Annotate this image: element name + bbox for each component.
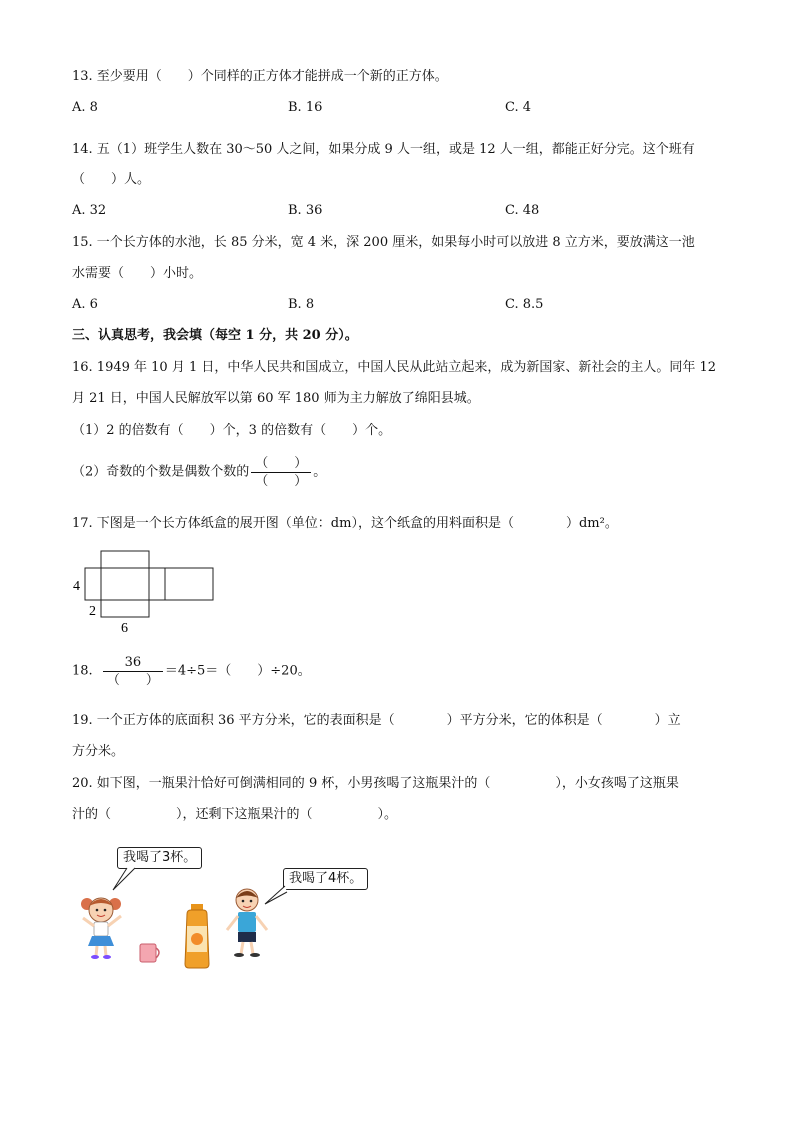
q20-line1: 20. 如下图，一瓶果汁恰好可倒满相同的 9 杯，小男孩喝了这瓶果汁的（ ），小女孩喝了这瓶果 [72, 776, 679, 791]
juice-bottle-icon [185, 904, 209, 968]
girl-figure [81, 898, 121, 959]
net-top-face [101, 551, 149, 568]
q18-line [72, 655, 311, 688]
q18-fraction-denominator: （ ） [106, 673, 159, 688]
q16-fraction-denominator: （ ） [255, 474, 308, 489]
q13-option-a: A. 8 [72, 100, 98, 115]
q14-option-a: A. 32 [72, 203, 107, 218]
q13-option-c: C. 4 [505, 100, 532, 115]
q14-line1: 14. 五（1）班学生人数在 30～50 人之间，如果分成 9 人一组，或是 12 人一组，都能正好分完。这个班有 [72, 142, 695, 157]
q13-option-b: B. 16 [288, 100, 323, 115]
q15-line1: 15. 一个长方体的水池，长 85 分米，宽 4 米，深 200 厘米，如果每小时可以放进 8 立方米，要放满这一池 [72, 235, 695, 250]
net-bottom-face [101, 600, 149, 617]
q16-sub2-prefix: （2）奇数的个数是偶数个数的 [72, 464, 250, 480]
q15-option-b: B. 8 [288, 297, 315, 312]
net-label-height: 4 [73, 579, 80, 594]
q20-illustration [75, 860, 375, 975]
q20-line2: 汁的（ ），还剩下这瓶果汁的（ ）。 [72, 807, 398, 822]
q15-line2: 水需要（ ）小时。 [72, 266, 203, 281]
fraction-bar [251, 472, 311, 473]
boy-figure [227, 889, 267, 957]
q16-line2: 月 21 日，中国人民解放军以第 60 军 180 师为主力解放了绵阳县城。 [72, 391, 480, 406]
net-label-width: 2 [89, 604, 96, 619]
q16-sub1: （1）2 的倍数有（ ）个，3 的倍数有（ ）个。 [72, 423, 392, 438]
q13-text: 13. 至少要用（ ）个同样的正方体才能拼成一个新的正方体。 [72, 69, 448, 84]
q15-option-a: A. 6 [72, 297, 98, 312]
q14-option-c: C. 48 [505, 203, 540, 218]
q16-fraction [251, 456, 311, 489]
net-label-length: 6 [121, 621, 128, 636]
q18-prefix: 18. [72, 663, 93, 679]
q16-sub2 [72, 456, 326, 489]
boy-bubble-tail [265, 886, 287, 904]
q14-option-b: B. 36 [288, 203, 323, 218]
cup-icon [140, 944, 159, 962]
q16-fraction-numerator: （ ） [255, 456, 308, 471]
box-net-figure [70, 548, 220, 638]
q18-fraction-numerator: 36 [124, 655, 142, 670]
q19-line1: 19. 一个正方体的底面积 36 平方分米，它的表面积是（ ）平方分米，它的体积是（ ）立 [72, 713, 681, 728]
q18-rest: ＝4÷5＝（ ）÷20。 [164, 663, 311, 679]
q17-text: 17. 下图是一个长方体纸盒的展开图（单位：dm），这个纸盒的用料面积是（ ）dm²。 [72, 516, 618, 531]
q14-line2: （ ）人。 [72, 172, 151, 187]
q15-option-c: C. 8.5 [505, 297, 544, 312]
girl-speech-bubble: 我喝了3杯。 [117, 847, 202, 869]
q19-line2: 方分米。 [72, 744, 125, 759]
fraction-bar [103, 671, 163, 672]
boy-speech-bubble: 我喝了4杯。 [283, 868, 368, 890]
girl-bubble-tail [113, 868, 135, 890]
q18-fraction [103, 655, 163, 688]
q16-line1: 16. 1949 年 10 月 1 日，中华人民共和国成立，中国人民从此站立起来，成为新国家、新社会的主人。同年 12 [72, 360, 717, 375]
section-3-title: 三、认真思考，我会填（每空 1 分，共 20 分）。 [72, 328, 358, 343]
q16-sub2-suffix: 。 [313, 464, 327, 480]
